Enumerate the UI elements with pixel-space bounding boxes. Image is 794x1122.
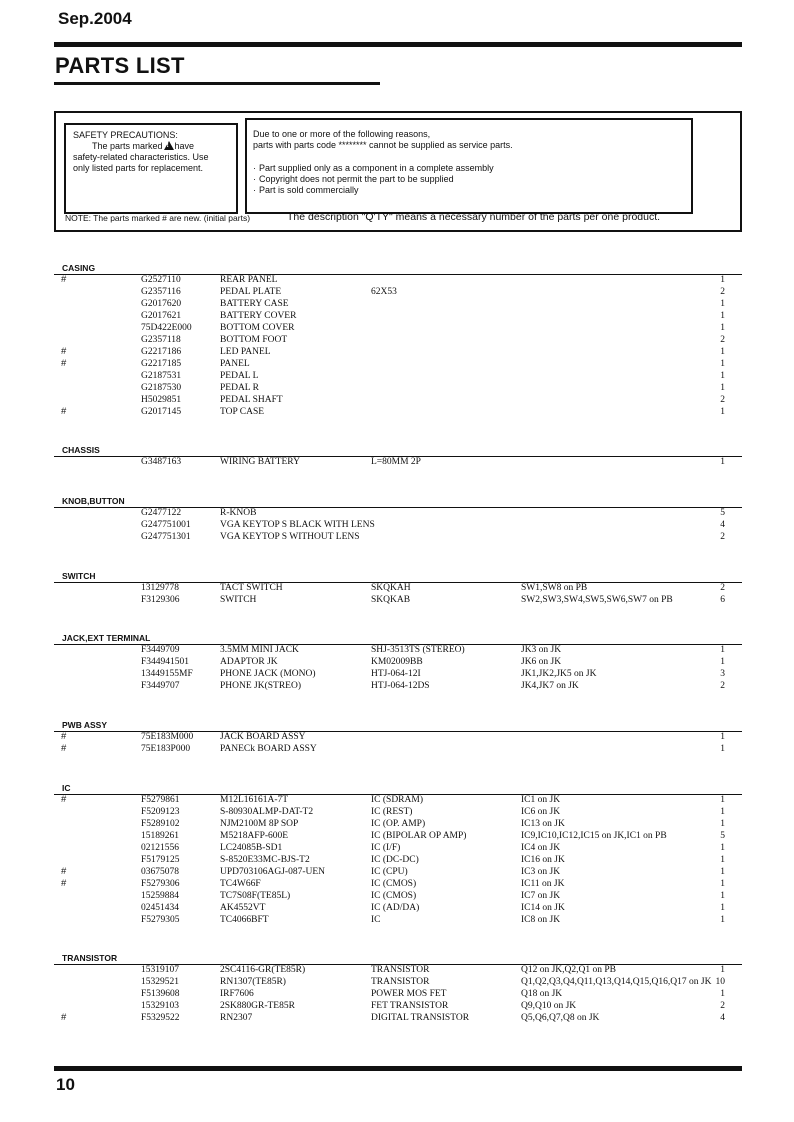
part-qty: 1 (720, 891, 725, 901)
part-row (54, 644, 742, 656)
part-mark: # (61, 358, 67, 369)
part-row (54, 866, 742, 878)
part-code: F5279306 (141, 879, 180, 889)
section-title: IC (62, 783, 71, 793)
section-title: CHASSIS (62, 445, 100, 455)
part-qty: 6 (720, 595, 725, 605)
part-loc: Q9,Q10 on JK (521, 1001, 577, 1011)
part-desc: VGA KEYTOP S WITHOUT LENS (220, 532, 360, 542)
part-desc: TC7S08F(TE85L) (220, 891, 291, 901)
part-qty: 2 (720, 287, 725, 297)
part-qty: 1 (720, 744, 725, 754)
part-desc: IRF7606 (220, 989, 254, 999)
part-row (54, 976, 742, 988)
part-desc: JACK BOARD ASSY (220, 732, 306, 742)
note-qty: The description "Q'TY" means a necessary number of the parts per one product. (287, 211, 661, 223)
part-code: F5279305 (141, 915, 180, 925)
part-code: F5179125 (141, 855, 180, 865)
part-code: H5029851 (141, 395, 182, 405)
part-qty: 1 (720, 311, 725, 321)
part-loc: JK3 on JK (521, 645, 562, 655)
part-code: G2187531 (141, 371, 182, 381)
section-title: JACK,EXT TERMINAL (62, 633, 151, 643)
part-desc: BATTERY COVER (220, 311, 297, 321)
part-spec: IC (SDRAM) (371, 795, 423, 805)
part-loc: IC14 on JK (521, 903, 565, 913)
part-loc: Q18 on JK (521, 989, 563, 999)
part-code: G2017620 (141, 299, 182, 309)
part-qty: 1 (720, 807, 725, 817)
part-code: G2187530 (141, 383, 182, 393)
part-loc: IC7 on JK (521, 891, 561, 901)
part-code: G2217185 (141, 359, 182, 369)
part-loc: IC4 on JK (521, 843, 561, 853)
part-spec: IC (371, 915, 381, 925)
part-qty: 1 (720, 915, 725, 925)
part-code: G2357118 (141, 335, 181, 345)
part-qty: 1 (720, 903, 725, 913)
part-desc: REAR PANEL (220, 275, 278, 285)
part-loc: JK1,JK2,JK5 on JK (521, 669, 597, 679)
part-loc: IC1 on JK (521, 795, 561, 805)
part-desc: PEDAL PLATE (220, 287, 282, 297)
part-code: G2527110 (141, 275, 181, 285)
part-desc: S-80930ALMP-DAT-T2 (220, 807, 314, 817)
part-row (54, 680, 742, 692)
part-loc: Q1,Q2,Q3,Q4,Q11,Q13,Q14,Q15,Q16,Q17 on JK (521, 977, 712, 987)
part-loc: Q12 on JK,Q2,Q1 on PB (521, 965, 617, 975)
part-mark: # (61, 731, 67, 742)
part-mark: # (61, 274, 67, 285)
part-row (54, 878, 742, 890)
part-spec: IC (REST) (371, 807, 413, 817)
part-code: 75E183M000 (141, 732, 194, 742)
part-mark: # (61, 878, 67, 889)
part-desc: S-8520E33MC-BJS-T2 (220, 855, 310, 865)
part-mark: # (61, 794, 67, 805)
part-spec: L=80MM 2P (371, 457, 421, 467)
part-qty: 1 (720, 645, 725, 655)
part-desc: WIRING BATTERY (220, 457, 300, 467)
part-spec: 62X53 (371, 287, 397, 297)
part-desc: LC24085B-SD1 (220, 843, 283, 853)
part-desc: PANEL (220, 359, 250, 369)
part-row (54, 842, 742, 854)
part-row (54, 731, 742, 743)
part-loc: Q5,Q6,Q7,Q8 on JK (521, 1013, 600, 1023)
document-date: Sep.2004 (58, 9, 132, 28)
part-row (54, 668, 742, 680)
part-mark: # (61, 743, 67, 754)
part-desc: ADAPTOR JK (220, 657, 278, 667)
part-row (54, 594, 742, 606)
part-qty: 1 (720, 819, 725, 829)
part-desc: RN2307 (220, 1013, 253, 1023)
part-spec: SKQKAB (371, 595, 411, 605)
service-line-2: parts with parts code ******** cannot be supplied as service parts. (253, 140, 513, 150)
part-desc: TACT SWITCH (220, 583, 283, 593)
part-spec: IC (CMOS) (371, 891, 417, 901)
part-qty: 5 (720, 508, 725, 518)
part-desc: PEDAL R (220, 383, 259, 393)
section-title: SWITCH (62, 571, 96, 581)
part-loc: SW2,SW3,SW4,SW5,SW6,SW7 on PB (521, 595, 673, 605)
footer-rule (54, 1066, 742, 1071)
part-row (54, 854, 742, 866)
section-title: KNOB,BUTTON (62, 496, 125, 506)
part-spec: FET TRANSISTOR (371, 1001, 449, 1011)
part-row (54, 382, 742, 394)
part-qty: 1 (720, 371, 725, 381)
part-desc: LED PANEL (220, 347, 271, 357)
part-row (54, 322, 742, 334)
part-desc: M12L16161A-7T (220, 795, 289, 805)
part-spec: KM02009BB (371, 657, 423, 667)
part-qty: 2 (720, 335, 725, 345)
part-desc: UPD703106AGJ-087-UEN (220, 867, 326, 877)
part-qty: 1 (720, 732, 725, 742)
part-code: 03675078 (141, 867, 179, 877)
part-row (54, 1012, 742, 1024)
part-row (54, 406, 742, 418)
section-title: CASING (62, 263, 96, 273)
part-mark: # (61, 406, 67, 417)
part-code: F3449709 (141, 645, 180, 655)
part-qty: 10 (715, 977, 725, 987)
part-row (54, 531, 742, 543)
part-desc: PEDAL SHAFT (220, 395, 283, 405)
part-desc: BOTTOM COVER (220, 323, 295, 333)
part-row (54, 964, 742, 976)
part-qty: 1 (720, 657, 725, 667)
part-row (54, 656, 742, 668)
part-code: G2477122 (141, 508, 182, 518)
part-loc: IC16 on JK (521, 855, 565, 865)
part-row (54, 890, 742, 902)
part-loc: IC13 on JK (521, 819, 565, 829)
part-desc: AK4552VT (220, 903, 266, 913)
part-spec: IC (DC-DC) (371, 855, 419, 865)
part-row (54, 507, 742, 519)
part-code: 15329103 (141, 1001, 179, 1011)
part-qty: 2 (720, 583, 725, 593)
part-desc: PHONE JACK (MONO) (220, 669, 316, 679)
part-qty: 4 (720, 1013, 725, 1023)
part-desc: BOTTOM FOOT (220, 335, 288, 345)
safety-title: SAFETY PRECAUTIONS: (73, 130, 178, 140)
part-qty: 1 (720, 457, 725, 467)
part-row (54, 519, 742, 531)
part-mark: # (61, 346, 67, 357)
part-code: 15259884 (141, 891, 179, 901)
part-row (54, 902, 742, 914)
part-qty: 3 (720, 669, 725, 679)
part-desc: RN1307(TE85R) (220, 977, 286, 987)
part-qty: 1 (720, 359, 725, 369)
service-bullet: · Copyright does not permit the part to be supplied (253, 174, 685, 185)
part-row (54, 370, 742, 382)
part-desc: PHONE JK(STREO) (220, 681, 302, 691)
part-desc: R-KNOB (220, 508, 257, 518)
part-qty: 1 (720, 383, 725, 393)
part-spec: TRANSISTOR (371, 977, 430, 987)
part-row (54, 286, 742, 298)
safety-line-2: safety-related characteristics. Use (73, 152, 209, 162)
part-code: F3129306 (141, 595, 180, 605)
part-code: 75D422E000 (141, 323, 192, 333)
part-qty: 5 (720, 831, 725, 841)
part-qty: 1 (720, 879, 725, 889)
part-desc: 2SC4116-GR(TE85R) (220, 965, 306, 975)
part-code: F5279861 (141, 795, 180, 805)
part-qty: 1 (720, 843, 725, 853)
part-spec: SKQKAH (371, 583, 411, 593)
part-qty: 2 (720, 532, 725, 542)
part-spec: IC (OP. AMP) (371, 819, 426, 829)
part-row (54, 818, 742, 830)
part-code: 15329521 (141, 977, 179, 987)
part-code: G2017145 (141, 407, 182, 417)
part-code: G247751001 (141, 520, 191, 530)
part-row (54, 743, 742, 755)
part-row (54, 334, 742, 346)
part-desc: M5218AFP-600E (220, 831, 289, 841)
part-desc: SWITCH (220, 595, 257, 605)
part-code: G2217186 (141, 347, 182, 357)
part-desc: PANECk BOARD ASSY (220, 744, 317, 754)
part-qty: 1 (720, 989, 725, 999)
part-row (54, 456, 742, 468)
part-code: F5139608 (141, 989, 180, 999)
part-qty: 1 (720, 347, 725, 357)
part-code: 13129778 (141, 583, 179, 593)
service-bullet: · Part supplied only as a component in a complete assembly (253, 163, 685, 174)
part-desc: 2SK880GR-TE85R (220, 1001, 295, 1011)
part-loc: IC8 on JK (521, 915, 561, 925)
part-code: 15189261 (141, 831, 179, 841)
part-desc: BATTERY CASE (220, 299, 289, 309)
part-row (54, 274, 742, 286)
part-loc: IC6 on JK (521, 807, 561, 817)
part-qty: 2 (720, 681, 725, 691)
part-qty: 1 (720, 323, 725, 333)
part-spec: IC (CPU) (371, 867, 408, 877)
part-code: 75E183P000 (141, 744, 191, 754)
section-title: PWB ASSY (62, 720, 108, 730)
part-qty: 1 (720, 275, 725, 285)
part-code: 02451434 (141, 903, 179, 913)
part-qty: 2 (720, 1001, 725, 1011)
part-loc: SW1,SW8 on PB (521, 583, 588, 593)
part-qty: 1 (720, 855, 725, 865)
service-bullet: · Part is sold commercially (253, 185, 685, 196)
part-loc: JK4,JK7 on JK (521, 681, 579, 691)
part-loc: IC11 on JK (521, 879, 565, 889)
part-qty: 1 (720, 299, 725, 309)
part-mark: # (61, 1012, 67, 1023)
page-number: 10 (56, 1075, 75, 1094)
part-row (54, 794, 742, 806)
part-desc: NJM2100M 8P SOP (220, 819, 299, 829)
part-row (54, 346, 742, 358)
part-row (54, 358, 742, 370)
part-code: 15319107 (141, 965, 179, 975)
part-spec: IC (AD/DA) (371, 903, 420, 913)
part-spec: IC (BIPOLAR OP AMP) (371, 831, 467, 841)
safety-line-1: The parts marked (92, 141, 163, 151)
part-spec: IC (CMOS) (371, 879, 417, 889)
part-spec: SHJ-3513TS (STEREO) (371, 645, 465, 655)
part-row (54, 830, 742, 842)
part-spec: HTJ-064-12DS (371, 681, 430, 691)
service-line-1: Due to one or more of the following reasons, (253, 129, 431, 139)
part-row (54, 582, 742, 594)
safety-line-1b: have (174, 141, 195, 151)
part-desc: PEDAL L (220, 371, 259, 381)
part-spec: IC (I/F) (371, 843, 401, 853)
parts-list (54, 0, 742, 1122)
safety-line-3: only listed parts for replacement. (73, 163, 204, 173)
part-code: F5329522 (141, 1013, 180, 1023)
part-code: G2357116 (141, 287, 181, 297)
part-code: F5209123 (141, 807, 180, 817)
part-spec: POWER MOS FET (371, 989, 447, 999)
part-code: 13449155MF (141, 669, 193, 679)
part-mark: # (61, 866, 67, 877)
part-code: 02121556 (141, 843, 179, 853)
part-row (54, 298, 742, 310)
part-row (54, 394, 742, 406)
note-new-parts: NOTE: The parts marked # are new. (initial parts) (65, 213, 251, 223)
part-row (54, 988, 742, 1000)
part-code: F344941501 (141, 657, 190, 667)
part-qty: 2 (720, 395, 725, 405)
part-loc: JK6 on JK (521, 657, 562, 667)
section-title: TRANSISTOR (62, 953, 118, 963)
part-desc: TC4W66F (220, 879, 261, 889)
part-spec: TRANSISTOR (371, 965, 430, 975)
page-title: PARTS LIST (55, 53, 185, 78)
part-row (54, 806, 742, 818)
part-loc: IC3 on JK (521, 867, 561, 877)
part-code: G247751301 (141, 532, 191, 542)
part-desc: 3.5MM MINI JACK (220, 645, 299, 655)
part-code: F3449707 (141, 681, 180, 691)
part-qty: 1 (720, 795, 725, 805)
part-code: G3487163 (141, 457, 182, 467)
part-qty: 4 (720, 520, 725, 530)
part-row (54, 914, 742, 926)
part-spec: HTJ-064-12I (371, 669, 421, 679)
part-desc: TOP CASE (220, 407, 265, 417)
part-spec: DIGITAL TRANSISTOR (371, 1013, 470, 1023)
part-desc: TC4066BFT (220, 915, 269, 925)
part-row (54, 1000, 742, 1012)
part-code: F5289102 (141, 819, 180, 829)
part-qty: 1 (720, 407, 725, 417)
part-loc: IC9,IC10,IC12,IC15 on JK,IC1 on PB (521, 831, 667, 841)
part-row (54, 310, 742, 322)
part-code: G2017621 (141, 311, 182, 321)
part-qty: 1 (720, 965, 725, 975)
part-qty: 1 (720, 867, 725, 877)
part-desc: VGA KEYTOP S BLACK WITH LENS (220, 520, 375, 530)
